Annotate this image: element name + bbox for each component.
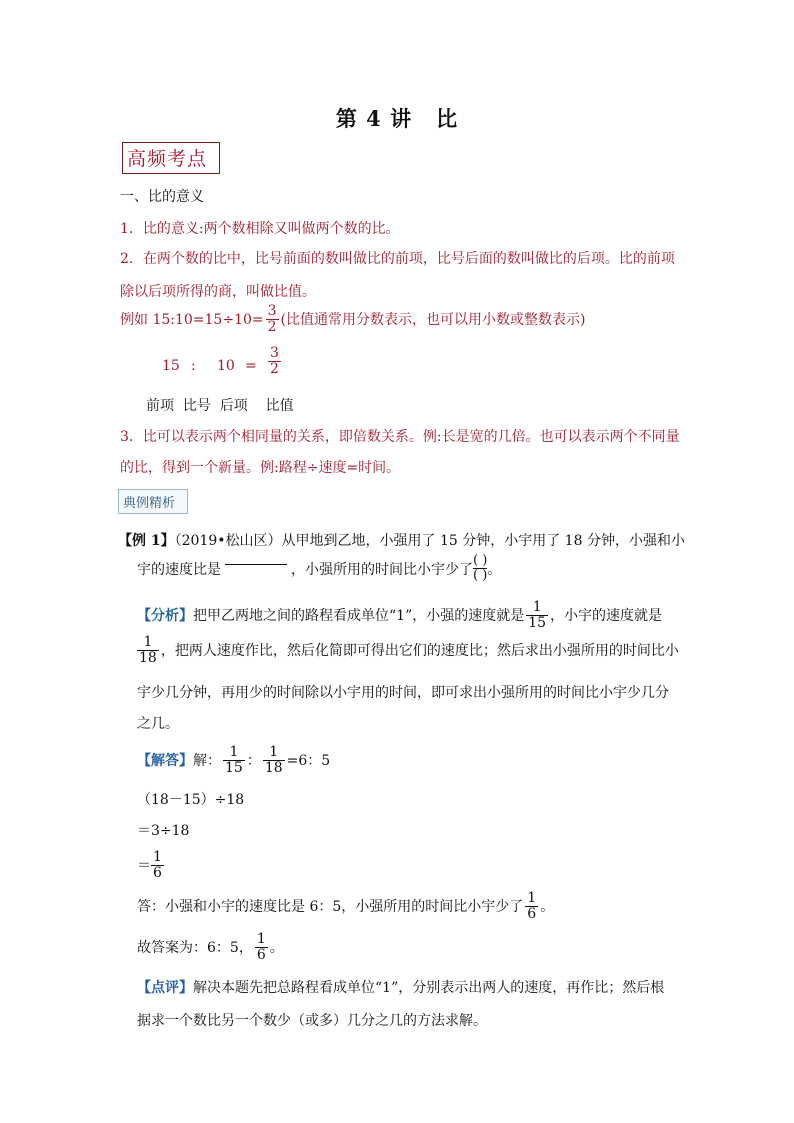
diagram-colon: :: [191, 358, 196, 374]
example-note: (比值通常用分数表示，也可以用小数或整数表示): [280, 312, 586, 329]
analysis-line4: 之几。: [137, 716, 179, 732]
diagram-labels: 前项 比号 后项 比值: [146, 398, 294, 414]
badge-high-frequency: 高频考点: [122, 142, 220, 174]
question-line2: 宇的速度比是 ，小强所用的时间比小宇少了 ( ) ( ) 。: [137, 553, 502, 584]
question-line1: 【例 1】（2019•松山区）从甲地到乙地，小强用了 15 分钟，小宇用了 18 分钟，小强和小: [118, 533, 685, 549]
solution-line2: （18－15）÷18: [137, 792, 245, 808]
diagram-fraction: $\frac{3}{2}$: [270, 345, 279, 377]
comment-line1: 【点评】解决本题先把总路程看成单位“1”，分别表示出两人的速度，再作比；然后根: [137, 980, 665, 996]
point-3-line1: 3．比可以表示两个相同量的关系，即倍数关系。例:长是宽的几倍。也可以表示两个不同量: [120, 429, 680, 445]
solution-line4: ＝ $\frac{1}{6}$: [137, 849, 162, 881]
analysis-line3: 宇少几分钟，再用少的时间除以小宇用的时间，即可求出小强所用的时间比小宇少几分: [137, 685, 669, 701]
answer-blank: [225, 564, 287, 565]
solution-final: 故答案为：6：5， $\frac{1}{6}$ 。: [137, 931, 284, 963]
analysis-line2: $\frac{1}{18}$ ，把两人速度作比，然后化简即可得出它们的速度比；然后求出小强所用的时间比小: [139, 634, 679, 666]
solution-line1: 【解答】 解： $\frac{1}{15}$ ： $\frac{1}{18}$ =6：5: [137, 744, 331, 776]
badge-examples: 典例精析: [118, 489, 188, 514]
point-3-line2: 的比，得到一个新量。例:路程÷速度=时间。: [120, 460, 401, 476]
example-prefix: 例如 15:10=15÷10=: [120, 312, 264, 329]
page-title: 第 4 讲 比: [335, 106, 459, 131]
section-heading: 一、比的意义: [120, 189, 204, 205]
question-label: 【例 1】: [118, 533, 175, 549]
diagram-b: 10: [217, 358, 235, 374]
diagram-eq: =: [245, 358, 257, 374]
point-2-line2: 除以后项所得的商，叫做比值。: [120, 284, 316, 300]
answer-tag: 【解答】: [137, 753, 193, 770]
point-2-line1: 2．在两个数的比中，比号前面的数叫做比的前项，比号后面的数叫做比的后项。比的前项: [120, 251, 675, 267]
solution-line3: ＝3÷18: [137, 823, 190, 839]
solution-answer: 答：小强和小宇的速度比是 6：5，小强所用的时间比小宇少了 $\frac{1}{6}$ 。: [137, 890, 555, 922]
comment-tag: 【点评】: [137, 980, 193, 996]
analysis-line1: 【分析】 把甲乙两地之间的路程看成单位“1”，小强的速度就是 $\frac{1}{15}$ ，小宇的速度就是: [137, 599, 663, 631]
fraction-3-2: $\frac{3}{2}$: [267, 303, 277, 335]
analysis-tag: 【分析】: [137, 608, 193, 625]
point-1: 1．比的意义:两个数相除又叫做两个数的比。: [120, 221, 400, 237]
answer-blank-fraction: ( ) ( ): [473, 553, 488, 584]
example-line: [120, 304, 585, 334]
comment-line2: 据求一个数比另一个数少（或多）几分之几的方法求解。: [137, 1013, 487, 1029]
diagram-a: 15: [162, 358, 180, 374]
